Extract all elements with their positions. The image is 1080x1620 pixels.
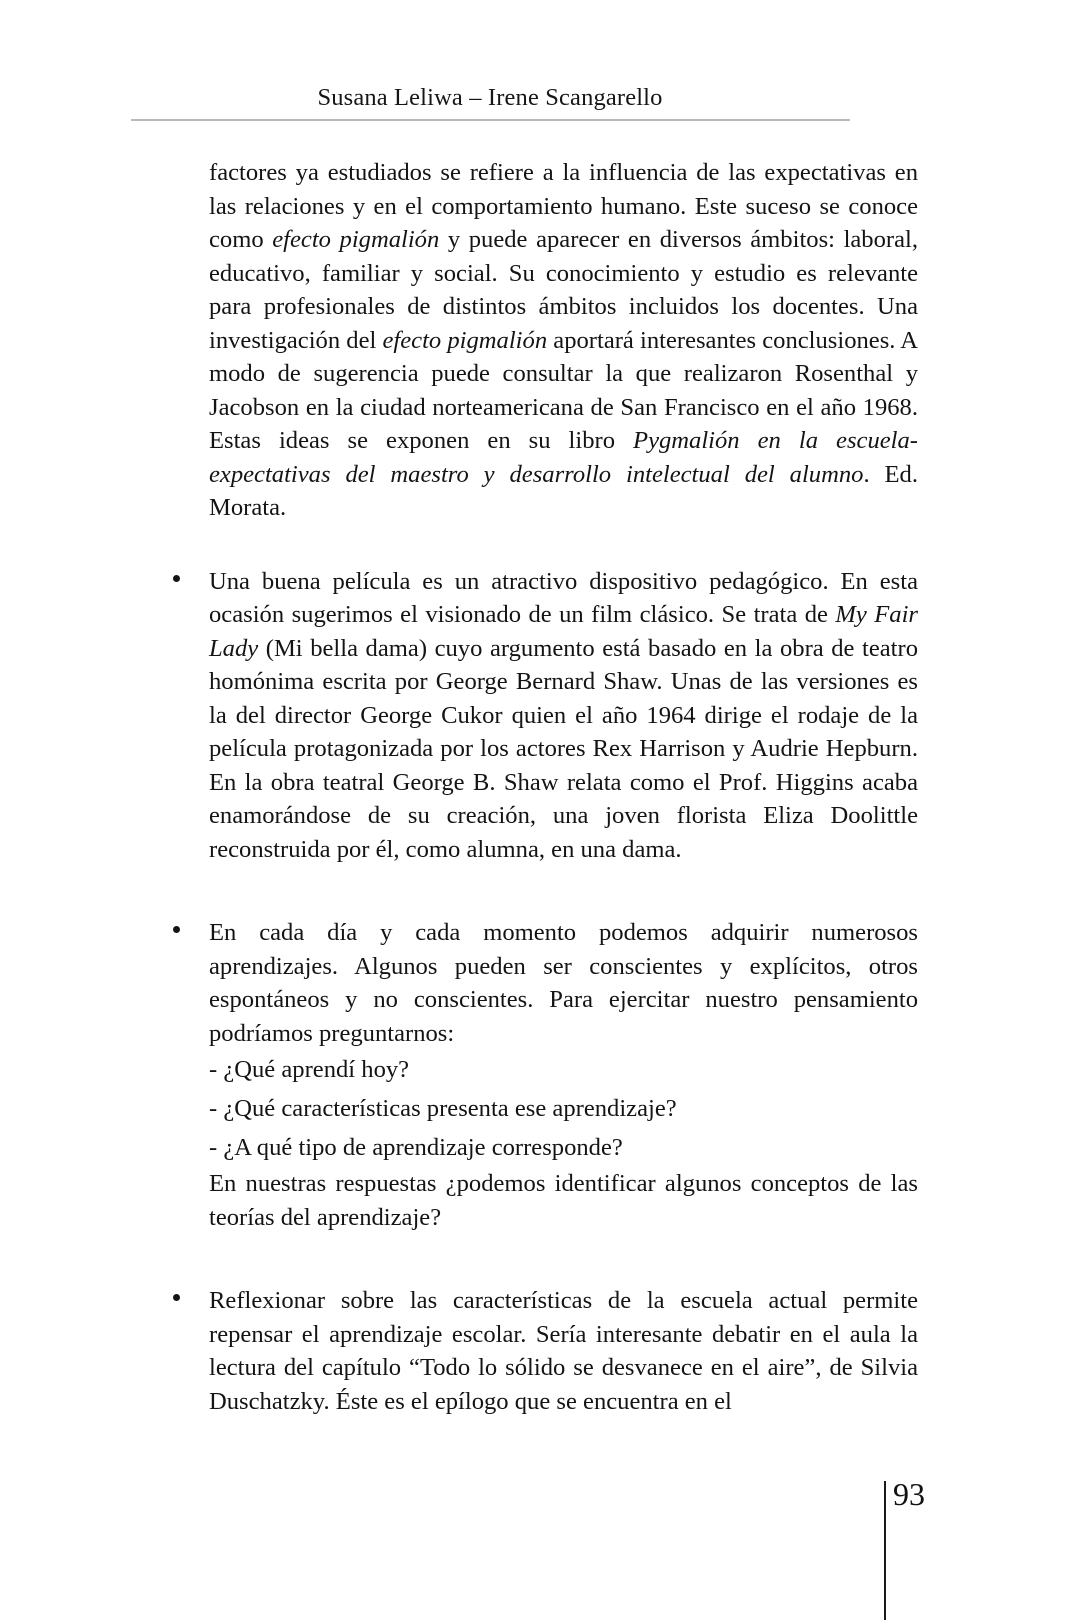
text-run: aportará interesantes conclusiones. A modo de sugerencia puede consultar la que realizaron Rosenthal y Jacobson en la ciudad norteamericana de San Francisco en el año 1968. Estas ideas se exponen en su libro — [209, 326, 918, 454]
question-item: - ¿A qué tipo de aprendizaje corresponde? — [209, 1134, 623, 1161]
question-item: - ¿Qué características presenta ese aprendizaje? — [209, 1095, 677, 1122]
running-header — [131, 84, 849, 112]
text-run: y puede aparecer en diversos ámbitos: laboral, educativo, familiar y social. Su conocimiento y estudio es relevante para profesionales de distintos ámbitos incluidos los docentes. Una investigación del — [209, 226, 918, 354]
list-item — [209, 916, 918, 1234]
folio-divider-rule — [884, 1481, 886, 1620]
text-run: Una buena película es un atractivo dispositivo pedagógico. En esta ocasión sugerimos el visionado de un film clásico. Se trata de — [209, 567, 918, 628]
emphasised-text: efecto pigmalión — [272, 226, 440, 253]
list-item-runs — [209, 1287, 918, 1415]
paragraph-continuation-runs — [209, 159, 918, 521]
text-run: Reflexionar sobre las características de la escuela actual permite repensar el aprendizaje escolar. Sería interesante debatir en el aula la lectura del capítulo “Todo lo sólido se desvanece en el aire”, de Silvia Duschatzky. Éste es el epílogo que se encuentra en el — [209, 1287, 918, 1415]
page-content — [209, 156, 918, 1418]
list-item-runs — [209, 568, 918, 863]
list-item-closing-text: En nuestras respuestas ¿podemos identificar algunos conceptos de las teorías del aprendizaje? — [209, 1170, 918, 1231]
list-item — [209, 565, 918, 867]
text-run: . Ed. Morata. — [209, 460, 919, 521]
list-item-text — [209, 1284, 918, 1418]
spacer — [209, 866, 918, 916]
text-run: (Mi bella dama) cuyo argumento está basado en la obra de teatro homónima escrita por George Bernard Shaw. Unas de las versiones es la del director George Cukor quien el año 1964 dirige el rodaje de la película protagonizada por los actores Rex Harrison y Audrie Hepburn. En la obra teatral George B. Shaw relata como el Prof. Higgins acaba enamorándose de su creación, una joven florista Eliza Doolittle reconstruida por él, como alumna, en una dama. — [209, 634, 918, 863]
emphasised-text: Pygmalión en la escuela-expectativas del maestro y desarrollo intelectual del alumno — [209, 427, 918, 488]
list-item-text — [209, 565, 918, 867]
list-item-runs — [209, 919, 918, 1047]
paragraph-continuation — [209, 156, 918, 525]
list-item — [209, 1284, 918, 1418]
bullet-dot-icon — [173, 1294, 180, 1301]
emphasised-text: efecto pigmalión — [382, 326, 548, 354]
question-list — [209, 1050, 918, 1167]
running-header-title: Susana Leliwa – Irene Scangarello — [317, 84, 663, 111]
question-item: - ¿Qué aprendí hoy? — [209, 1056, 410, 1083]
bullet-dot-icon — [173, 926, 180, 933]
text-run: factores ya estudiados se refiere a la influencia de las expectativas en las relaciones y en el comportamiento humano. Este suceso se conoce como — [209, 159, 918, 253]
list-item-text — [209, 916, 918, 1050]
page-number: 93 — [893, 1476, 925, 1512]
bullet-dot-icon — [173, 575, 180, 582]
emphasised-text: My Fair Lady — [209, 601, 918, 662]
spacer — [209, 1234, 918, 1284]
header-divider-rule — [131, 119, 850, 121]
text-run: En cada día y cada momento podemos adquirir numerosos aprendizajes. Algunos pueden ser conscientes y explícitos, otros espontáneos y no conscientes. Para ejercitar nuestro pensamiento podríamos preguntarnos: — [209, 919, 918, 1047]
spacer — [209, 525, 918, 565]
